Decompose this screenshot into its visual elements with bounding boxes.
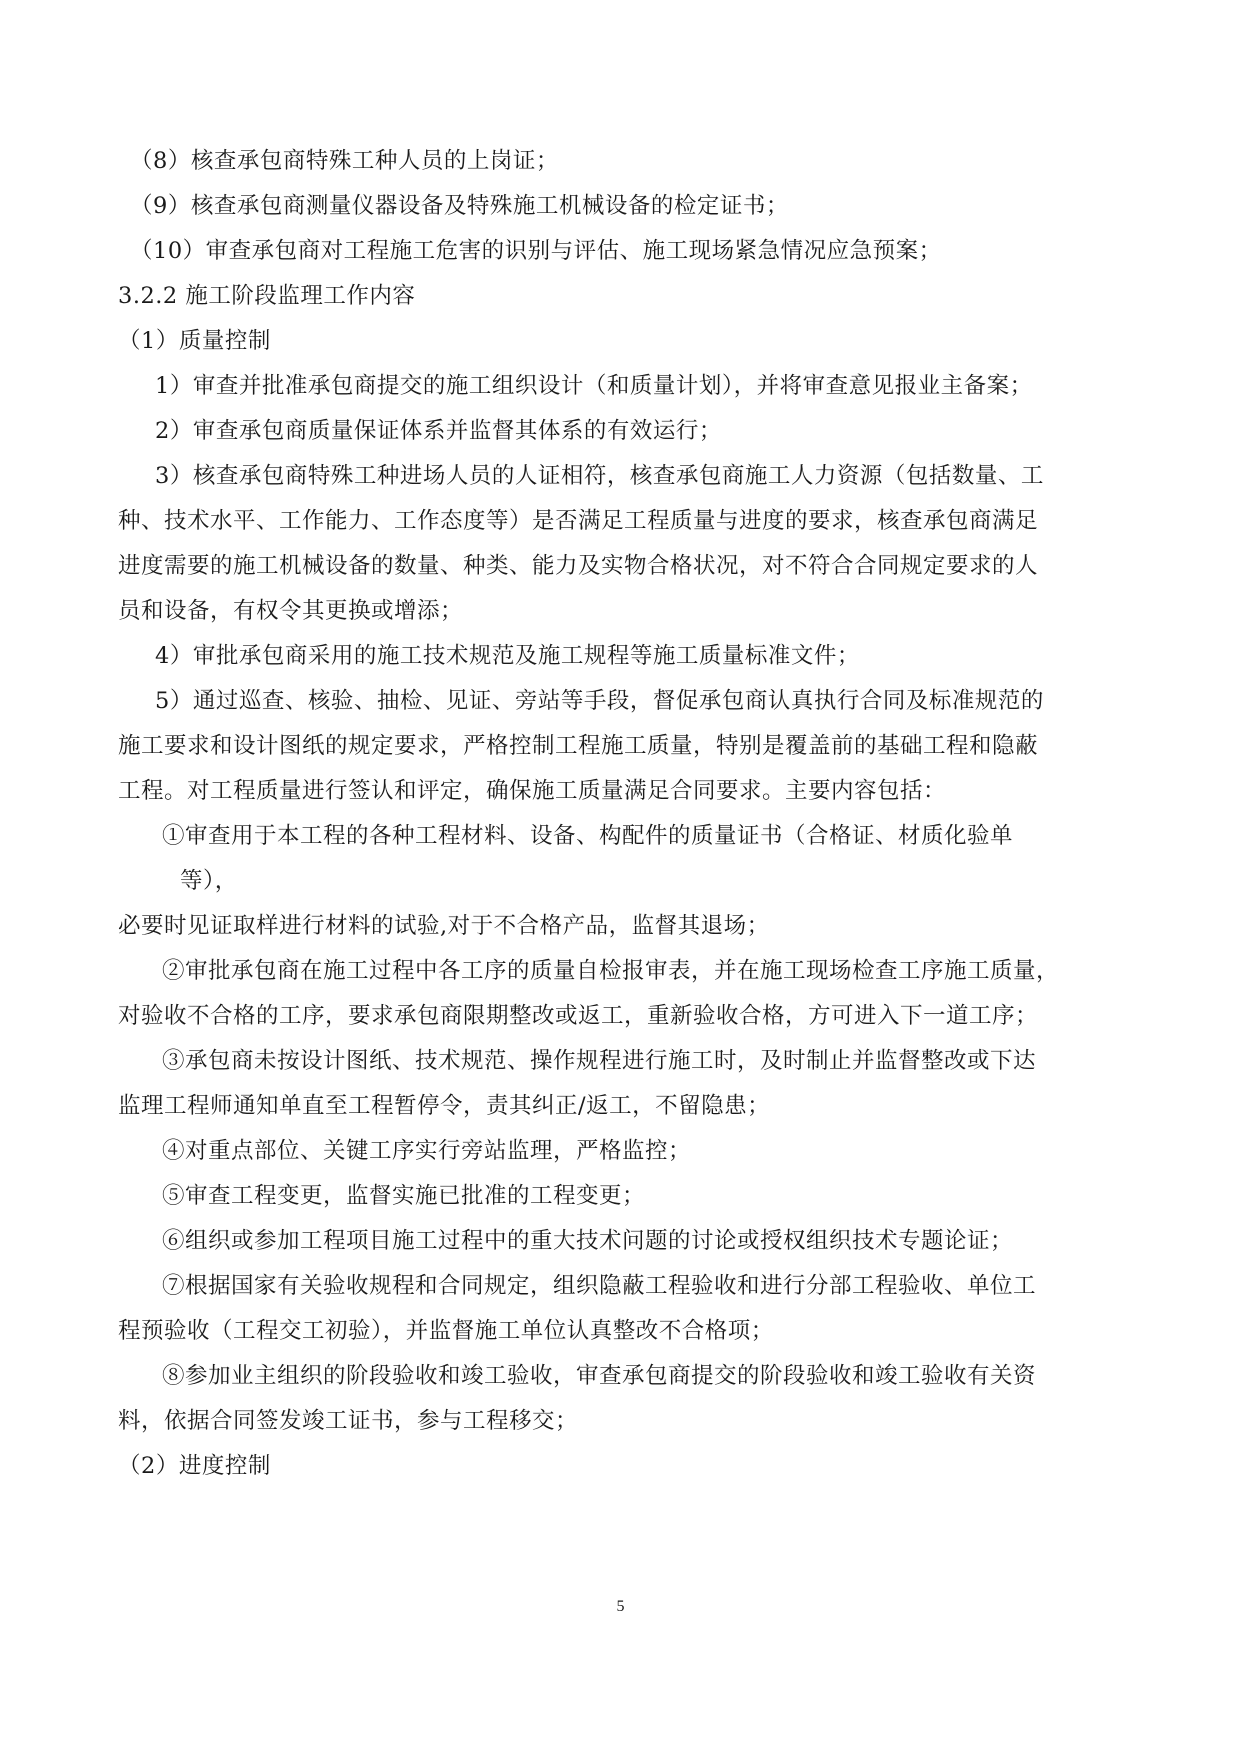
section-heading: 3.2.2 施工阶段监理工作内容 xyxy=(118,283,416,309)
sub-item-8-line-2: 料，依据合同签发竣工证书，参与工程移交； xyxy=(118,1408,579,1434)
page-number: 5 xyxy=(616,1598,625,1615)
quality-item-5-line-3: 工程。对工程质量进行签认和评定，确保施工质量满足合同要求。主要内容包括： xyxy=(118,778,947,804)
quality-item-3-line-2: 种、技术水平、工作能力、工作态度等）是否满足工程质量与进度的要求，核查承包商满足 xyxy=(118,508,1039,534)
sub-item-1-line-3: 必要时见证取样进行材料的试验,对于不合格产品，监督其退场； xyxy=(118,913,770,939)
quality-item-5-line-1: 5）通过巡查、核验、抽检、见证、旁站等手段，督促承包商认真执行合同及标准规范的 xyxy=(155,688,1044,714)
quality-item-4: 4）审批承包商采用的施工技术规范及施工规程等施工质量标准文件； xyxy=(155,643,860,669)
sub-item-7-line-2: 程预验收（工程交工初验），并监督施工单位认真整改不合格项； xyxy=(118,1318,774,1344)
quality-item-3-line-4: 员和设备，有权令其更换或增添； xyxy=(118,598,464,624)
subsection-quality-control: （1）质量控制 xyxy=(118,328,271,354)
sub-item-1-line-1: ①审查用于本工程的各种工程材料、设备、构配件的质量证书（合格证、材质化验单 xyxy=(162,823,1014,849)
sub-item-7-line-1: ⑦根据国家有关验收规程和合同规定，组织隐蔽工程验收和进行分部工程验收、单位工 xyxy=(162,1273,1037,1299)
quality-item-1: 1）审查并批准承包商提交的施工组织设计（和质量计划），并将审查意见报业主备案； xyxy=(155,373,1033,399)
quality-item-3-line-3: 进度需要的施工机械设备的数量、种类、能力及实物合格状况，对不符合合同规定要求的人 xyxy=(118,553,1039,579)
item-8: （8）核查承包商特殊工种人员的上岗证； xyxy=(130,148,559,174)
sub-item-4: ④对重点部位、关键工序实行旁站监理，严格监控； xyxy=(162,1138,692,1164)
sub-item-2-line-2: 对验收不合格的工序，要求承包商限期整改或返工，重新验收合格，方可进入下一道工序； xyxy=(118,1003,1039,1029)
item-9: （9）核查承包商测量仪器设备及特殊施工机械设备的检定证书； xyxy=(130,193,789,219)
quality-item-5-line-2: 施工要求和设计图纸的规定要求，严格控制工程施工质量，特别是覆盖前的基础工程和隐蔽 xyxy=(118,733,1039,759)
sub-item-8-line-1: ⑧参加业主组织的阶段验收和竣工验收，审查承包商提交的阶段验收和竣工验收有关资 xyxy=(162,1363,1037,1389)
sub-item-6: ⑥组织或参加工程项目施工过程中的重大技术问题的讨论或授权组织技术专题论证； xyxy=(162,1228,1014,1254)
subsection-progress-control: （2）进度控制 xyxy=(118,1453,271,1479)
item-10: （10）审查承包商对工程施工危害的识别与评估、施工现场紧急情况应急预案； xyxy=(130,238,942,264)
sub-item-3-line-1: ③承包商未按设计图纸、技术规范、操作规程进行施工时，及时制止并监督整改或下达 xyxy=(162,1048,1037,1074)
quality-item-3-line-1: 3）核查承包商特殊工种进场人员的人证相符，核查承包商施工人力资源（包括数量、工 xyxy=(155,463,1044,489)
sub-item-1-line-2: 等）， xyxy=(180,868,238,894)
sub-item-3-line-2: 监理工程师通知单直至工程暂停令，责其纠正/返工，不留隐患； xyxy=(118,1093,771,1119)
sub-item-5: ⑤审查工程变更，监督实施已批准的工程变更； xyxy=(162,1183,646,1209)
quality-item-2: 2）审查承包商质量保证体系并监督其体系的有效运行； xyxy=(155,418,722,444)
sub-item-2-line-1: ②审批承包商在施工过程中各工序的质量自检报审表，并在施工现场检查工序施工质量， xyxy=(162,958,1060,984)
